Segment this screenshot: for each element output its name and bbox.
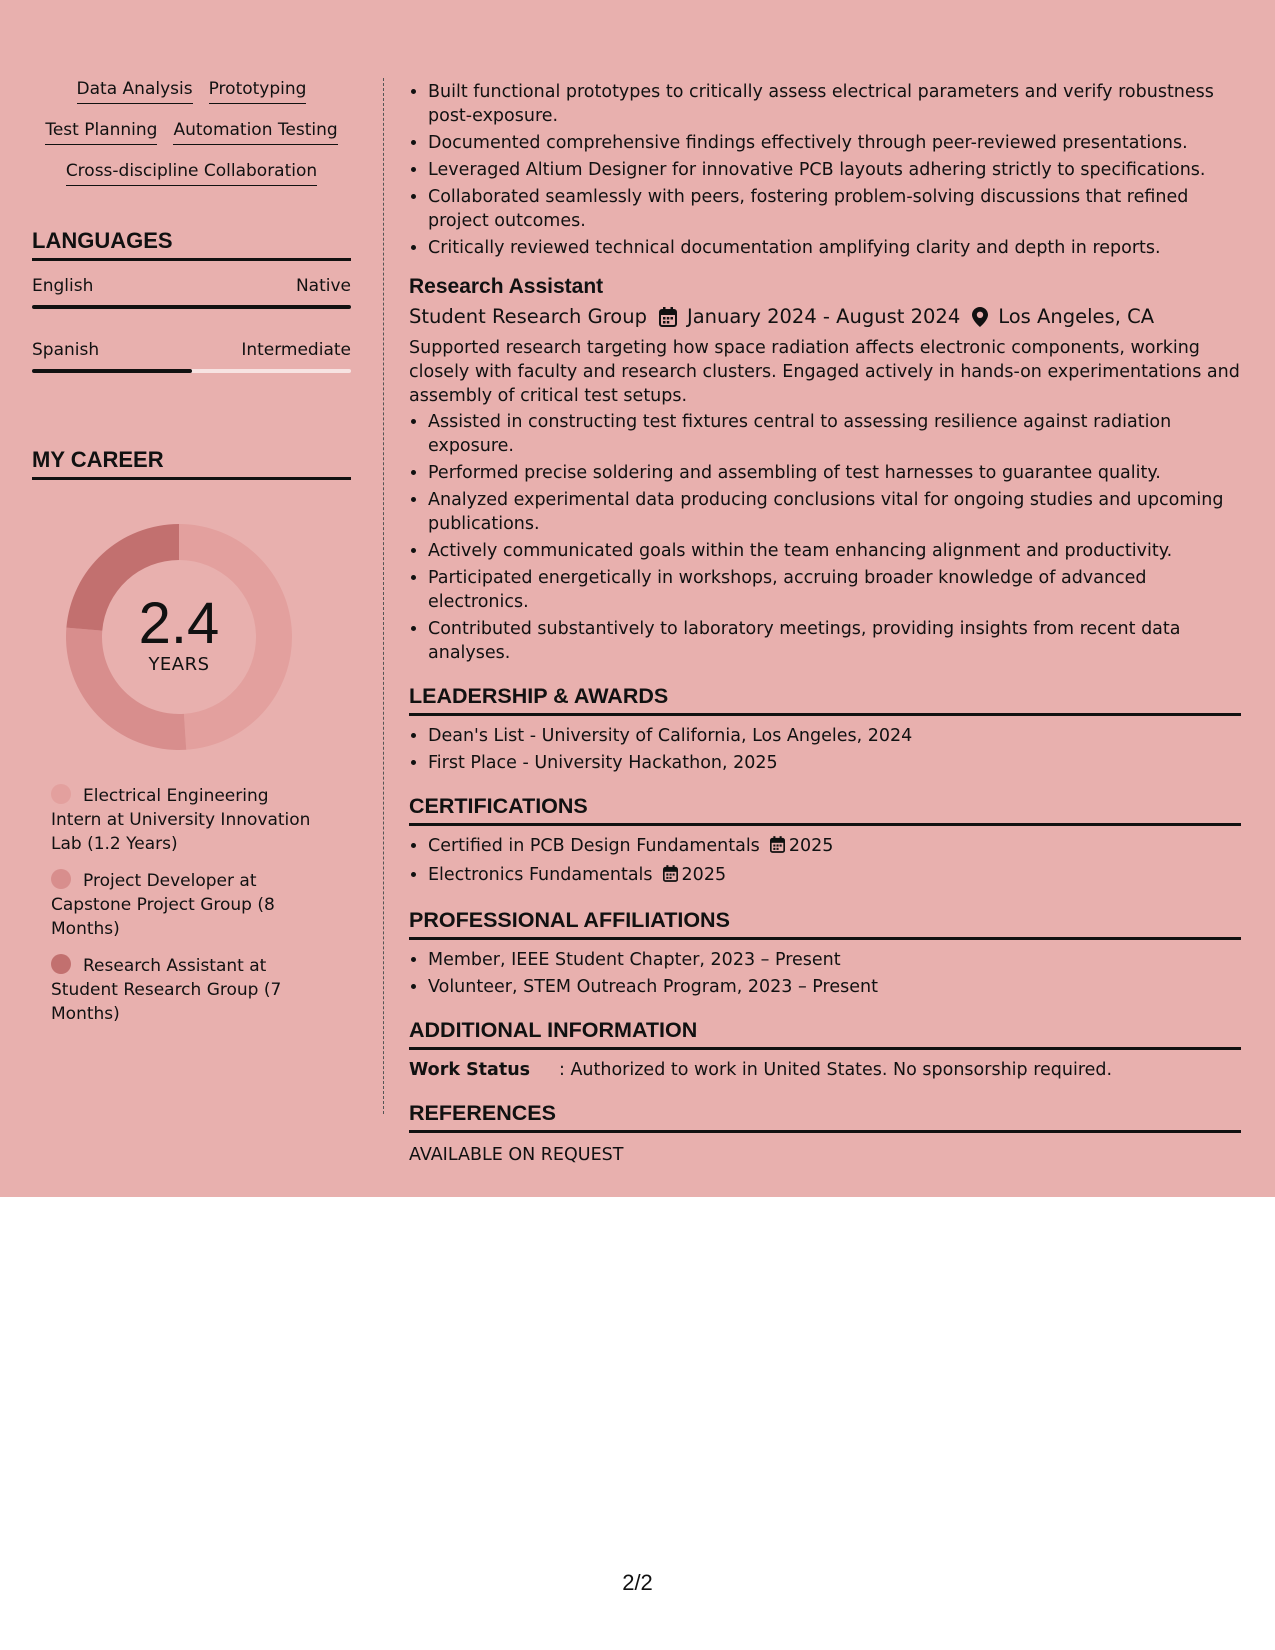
certification-item bbox=[428, 834, 1241, 860]
certifications-heading: CERTIFICATIONS bbox=[409, 793, 1241, 826]
career-legend-label: Project Developer at Capstone Project Group (8 Months) bbox=[51, 871, 275, 939]
bullet-item: • Analyzed experimental data producing conclusions vital for ongoing studies and upcoming publications. bbox=[428, 488, 1241, 536]
career-legend-label: Electrical Engineering Intern at University Innovation Lab (1.2 Years) bbox=[51, 786, 311, 854]
bullet-item: • Actively communicated goals within the team enhancing alignment and productivity. bbox=[428, 539, 1241, 563]
affiliations-heading: PROFESSIONAL AFFILIATIONS bbox=[409, 907, 1241, 940]
page-number: 2/2 bbox=[622, 1570, 653, 1595]
award-item: • Dean's List - University of California, Los Angeles, 2024 bbox=[428, 724, 1241, 748]
awards-heading: LEADERSHIP & AWARDS bbox=[409, 683, 1241, 716]
bullet-item: • Participated energetically in workshops, accruing broader knowledge of advanced electronics. bbox=[428, 566, 1241, 614]
language-name: Spanish bbox=[32, 340, 100, 360]
calendar-icon bbox=[659, 307, 677, 327]
job-bullets bbox=[409, 410, 1241, 665]
skill-tag: Test Planning bbox=[45, 119, 157, 145]
calendar-icon bbox=[770, 836, 785, 860]
certification-year: 2025 bbox=[681, 865, 727, 885]
legend-dot bbox=[51, 784, 71, 804]
job-description: Supported research targeting how space radiation affects electronic components, working closely with faculty and research clusters. Engaged actively in hands-on experimentations and assembly of critical test setups. bbox=[409, 338, 1240, 406]
legend-dot bbox=[51, 869, 71, 889]
awards-section bbox=[409, 683, 1241, 775]
certifications-list bbox=[409, 834, 1241, 889]
skills-row bbox=[32, 78, 351, 104]
certifications-section bbox=[409, 793, 1241, 889]
column-divider bbox=[383, 78, 384, 1114]
certification-name: Certified in PCB Design Fundamentals bbox=[428, 836, 760, 856]
job-location: Los Angeles, CA bbox=[998, 305, 1155, 328]
map-pin-icon bbox=[972, 307, 988, 327]
certification-item bbox=[428, 863, 1241, 889]
language-level: Native bbox=[295, 276, 351, 296]
bullet-item: • Leveraged Altium Designer for innovative PCB layouts adhering strictly to specifications. bbox=[428, 158, 1241, 182]
language-level-bar bbox=[32, 305, 351, 309]
career-heading: MY CAREER bbox=[32, 447, 351, 480]
work-status-key: Work Status bbox=[409, 1060, 531, 1080]
job-title: Research Assistant bbox=[409, 275, 604, 298]
skill-tag: Automation Testing bbox=[173, 119, 337, 145]
affiliations-section bbox=[409, 907, 1241, 999]
skills-row bbox=[32, 160, 351, 186]
career-donut-chart bbox=[66, 524, 292, 750]
right-column bbox=[409, 80, 1241, 1167]
job-dates: January 2024 - August 2024 bbox=[686, 305, 961, 328]
skill-tag: Prototyping bbox=[209, 78, 307, 104]
skill-tag: Cross-discipline Collaboration bbox=[66, 160, 317, 186]
language-level-fill bbox=[32, 369, 192, 373]
language-level-bar bbox=[32, 369, 351, 373]
skills-row bbox=[32, 119, 351, 145]
references-heading: REFERENCES bbox=[409, 1100, 1241, 1133]
language-name: English bbox=[32, 276, 94, 296]
left-column bbox=[32, 78, 351, 1039]
donut-center bbox=[66, 591, 292, 676]
job-company: Student Research Group bbox=[409, 305, 647, 328]
bullet-item: • Assisted in constructing test fixtures central to assessing resilience against radiation exposure. bbox=[428, 410, 1241, 458]
language-level: Intermediate bbox=[241, 340, 351, 360]
references-text: AVAILABLE ON REQUEST bbox=[409, 1145, 624, 1165]
skill-tag: Data Analysis bbox=[77, 78, 193, 104]
language-item bbox=[32, 275, 351, 309]
language-level-fill bbox=[32, 305, 351, 309]
skills-list bbox=[32, 78, 351, 186]
bullet-item: • Critically reviewed technical documentation amplifying clarity and depth in reports. bbox=[428, 236, 1241, 260]
affiliations-list bbox=[409, 948, 1241, 999]
affiliation-item: • Member, IEEE Student Chapter, 2023 – Present bbox=[428, 948, 1241, 972]
bullet-item: • Contributed substantively to laboratory meetings, providing insights from recent data analyses. bbox=[428, 617, 1241, 665]
additional-info-heading: ADDITIONAL INFORMATION bbox=[409, 1017, 1241, 1050]
certification-year: 2025 bbox=[788, 836, 834, 856]
references-section bbox=[409, 1100, 1241, 1167]
previous-job-bullets bbox=[409, 80, 1241, 260]
career-legend-item bbox=[51, 869, 321, 941]
career-total-value: 2.4 bbox=[138, 591, 220, 656]
legend-dot bbox=[51, 954, 71, 974]
bullet-item: • Collaborated seamlessly with peers, fostering problem-solving discussions that refined project outcomes. bbox=[428, 185, 1241, 233]
certification-name: Electronics Fundamentals bbox=[428, 865, 653, 885]
affiliation-item: • Volunteer, STEM Outreach Program, 2023 – Present bbox=[428, 975, 1241, 999]
language-item bbox=[32, 339, 351, 373]
bullet-item: • Built functional prototypes to critically assess electrical parameters and verify robustness post-exposure. bbox=[428, 80, 1241, 128]
awards-list bbox=[409, 724, 1241, 775]
job-meta bbox=[409, 304, 1241, 330]
career-legend-item bbox=[51, 784, 321, 856]
calendar-icon bbox=[663, 865, 678, 889]
career-total-unit: YEARS bbox=[148, 654, 210, 675]
award-item: • First Place - University Hackathon, 2025 bbox=[428, 751, 1241, 775]
bullet-item: • Documented comprehensive findings effectively through peer-reviewed presentations. bbox=[428, 131, 1241, 155]
career-legend bbox=[51, 784, 321, 1026]
career-legend-label: Research Assistant at Student Research Group (7 Months) bbox=[51, 956, 282, 1024]
work-status-row bbox=[409, 1058, 1241, 1082]
languages-heading: LANGUAGES bbox=[32, 228, 351, 261]
career-legend-item bbox=[51, 954, 321, 1026]
additional-info-section bbox=[409, 1017, 1241, 1082]
work-status-value: : Authorized to work in United States. No sponsorship required. bbox=[559, 1060, 1113, 1080]
job-entry bbox=[409, 274, 1241, 665]
bullet-item: • Performed precise soldering and assembling of test harnesses to guarantee quality. bbox=[428, 461, 1241, 485]
